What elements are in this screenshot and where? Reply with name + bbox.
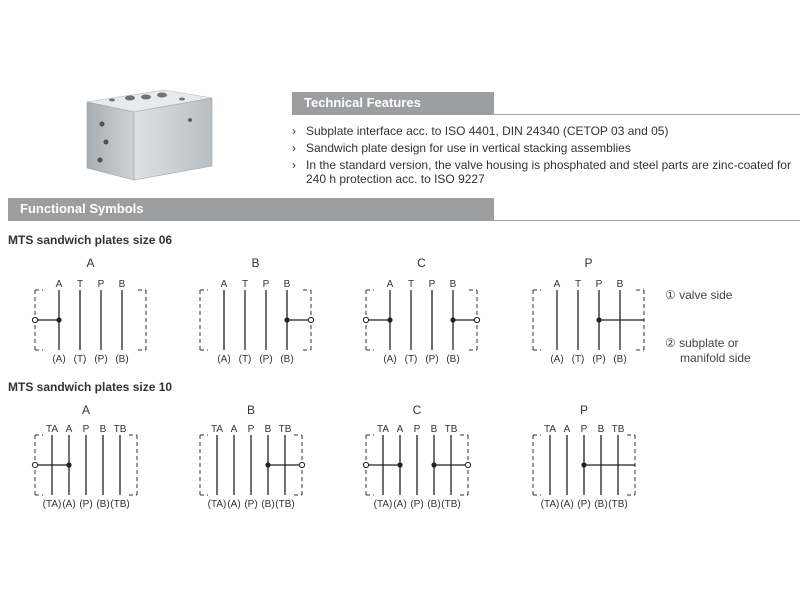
junction-dot xyxy=(387,317,392,322)
port-label-top: B xyxy=(283,279,291,290)
port-label-top: P xyxy=(262,279,270,290)
port-label-bottom: (A) xyxy=(52,354,66,365)
port-label-top: P xyxy=(97,279,105,290)
symbol-title: B xyxy=(246,403,256,417)
port-label-bottom: (P) xyxy=(244,499,258,510)
port-label-top: TB xyxy=(113,424,127,435)
section-title-size-10: MTS sandwich plates size 10 xyxy=(8,380,173,394)
port-label-top: A xyxy=(386,279,394,290)
port-label-top: T xyxy=(407,279,415,290)
port-label-top: TA xyxy=(210,424,224,435)
port-label-bottom: (P) xyxy=(410,499,424,510)
port-label-top: TA xyxy=(376,424,390,435)
feature-text: Subplate interface acc. to ISO 4401, DIN 24340 (CETOP 03 and 05) xyxy=(306,124,669,138)
port-label-bottom: (A) xyxy=(227,499,241,510)
port-label-top: TA xyxy=(543,424,557,435)
symbol-title: C xyxy=(417,256,426,270)
feature-text: In the standard version, the valve housing is phosphated and steel parts are zinc-coated for 240 h protection acc. to ISO 9227 xyxy=(306,158,791,186)
port-label-bottom: (TB) xyxy=(441,499,461,510)
symbol-title: B xyxy=(251,256,260,270)
functional-symbols-header: Functional Symbols xyxy=(8,198,494,220)
port-open-circle xyxy=(308,317,313,322)
port-label-top: T xyxy=(241,279,249,290)
symbol-title: A xyxy=(81,403,91,417)
port-label-top: P xyxy=(413,424,421,435)
port-open-circle xyxy=(465,462,470,467)
junction-dot xyxy=(581,462,586,467)
junction-dot xyxy=(66,462,71,467)
port-label-top: TB xyxy=(611,424,625,435)
port-label-bottom: (TA) xyxy=(373,499,393,510)
port-open-circle xyxy=(32,317,37,322)
port-label-top: A xyxy=(230,424,238,435)
symbol-variant-b xyxy=(190,255,360,385)
junction-dot xyxy=(397,462,402,467)
symbol-variant-c xyxy=(356,402,526,532)
port-label-top: A xyxy=(65,424,73,435)
port-open-circle xyxy=(363,317,368,322)
port-open-circle xyxy=(363,462,368,467)
port-label-top: B xyxy=(449,279,457,290)
port-label-top: A xyxy=(553,279,561,290)
port-label-bottom: (T) xyxy=(404,354,418,365)
list-item xyxy=(292,124,792,138)
port-label-bottom: (T) xyxy=(571,354,585,365)
port-label-bottom: (TA) xyxy=(42,499,62,510)
port-label-bottom: (TB) xyxy=(275,499,295,510)
junction-dot xyxy=(450,317,455,322)
legend-subplate-side xyxy=(665,336,751,366)
symbol-variant-a xyxy=(25,402,195,532)
port-label-top: TB xyxy=(278,424,292,435)
port-open-circle xyxy=(299,462,304,467)
port-label-bottom: (P) xyxy=(577,499,591,510)
port-label-top: B xyxy=(264,424,272,435)
port-label-bottom: (B) xyxy=(613,354,627,365)
section-title-size-06: MTS sandwich plates size 06 xyxy=(8,233,173,247)
port-label-top: T xyxy=(76,279,84,290)
port-label-bottom: (B) xyxy=(427,499,441,510)
legend-marker-2: ② xyxy=(665,336,676,350)
junction-dot xyxy=(431,462,436,467)
port-label-top: P xyxy=(247,424,255,435)
port-label-bottom: (A) xyxy=(550,354,564,365)
legend-text: valve side xyxy=(679,288,733,302)
port-label-top: B xyxy=(430,424,438,435)
port-label-bottom: (P) xyxy=(79,499,93,510)
port-label-bottom: (P) xyxy=(425,354,439,365)
port-label-top: P xyxy=(82,424,90,435)
port-label-top: TB xyxy=(444,424,458,435)
port-label-bottom: (P) xyxy=(94,354,108,365)
port-label-bottom: (B) xyxy=(280,354,294,365)
port-label-bottom: (A) xyxy=(62,499,76,510)
port-label-bottom: (A) xyxy=(383,354,397,365)
port-label-bottom: (A) xyxy=(217,354,231,365)
port-label-top: B xyxy=(118,279,126,290)
symbol-variant-c xyxy=(356,255,526,385)
port-label-top: A xyxy=(220,279,228,290)
symbol-title: C xyxy=(412,403,422,417)
port-label-bottom: (T) xyxy=(238,354,252,365)
port-label-bottom: (TB) xyxy=(110,499,130,510)
port-label-top: T xyxy=(574,279,582,290)
list-item xyxy=(292,158,792,186)
port-open-circle xyxy=(32,462,37,467)
symbol-title: P xyxy=(579,403,589,417)
port-label-top: B xyxy=(597,424,605,435)
legend-valve-side xyxy=(665,288,732,303)
port-label-bottom: (T) xyxy=(73,354,87,365)
feature-text: Sandwich plate design for use in vertical stacking assemblies xyxy=(306,141,631,155)
legend-text: manifold side xyxy=(680,351,751,365)
port-label-bottom: (P) xyxy=(592,354,606,365)
port-label-top: A xyxy=(563,424,571,435)
port-label-bottom: (B) xyxy=(261,499,275,510)
symbol-variant-b xyxy=(190,402,360,532)
bullet-chevron-icon: › xyxy=(292,158,296,172)
product-image xyxy=(72,84,222,184)
symbol-title: P xyxy=(584,256,593,270)
list-item xyxy=(292,141,792,155)
port-label-top: P xyxy=(595,279,603,290)
port-label-bottom: (TA) xyxy=(540,499,560,510)
port-label-top: TA xyxy=(45,424,59,435)
technical-features-header: Technical Features xyxy=(292,92,494,114)
port-label-top: B xyxy=(616,279,624,290)
symbol-variant-a xyxy=(25,255,195,385)
port-label-bottom: (B) xyxy=(96,499,110,510)
port-label-bottom: (P) xyxy=(259,354,273,365)
port-label-bottom: (TB) xyxy=(608,499,628,510)
port-label-bottom: (A) xyxy=(393,499,407,510)
functional-symbols-divider xyxy=(8,220,800,221)
port-label-top: P xyxy=(428,279,436,290)
junction-dot xyxy=(56,317,61,322)
technical-features-divider xyxy=(292,114,800,115)
junction-dot xyxy=(265,462,270,467)
bullet-chevron-icon: › xyxy=(292,124,296,138)
legend-marker-1: ① xyxy=(665,288,676,302)
bullet-chevron-icon: › xyxy=(292,141,296,155)
port-label-bottom: (A) xyxy=(560,499,574,510)
port-open-circle xyxy=(474,317,479,322)
port-label-bottom: (B) xyxy=(115,354,129,365)
port-label-top: A xyxy=(396,424,404,435)
junction-dot xyxy=(596,317,601,322)
port-label-top: P xyxy=(580,424,588,435)
features-list xyxy=(292,124,792,189)
port-label-top: A xyxy=(55,279,63,290)
port-label-bottom: (B) xyxy=(446,354,460,365)
symbol-title: A xyxy=(86,256,95,270)
symbol-variant-p xyxy=(523,402,693,532)
port-label-top: B xyxy=(99,424,107,435)
legend-text: subplate or xyxy=(679,336,739,350)
junction-dot xyxy=(284,317,289,322)
port-label-bottom: (B) xyxy=(594,499,608,510)
port-label-bottom: (TA) xyxy=(207,499,227,510)
